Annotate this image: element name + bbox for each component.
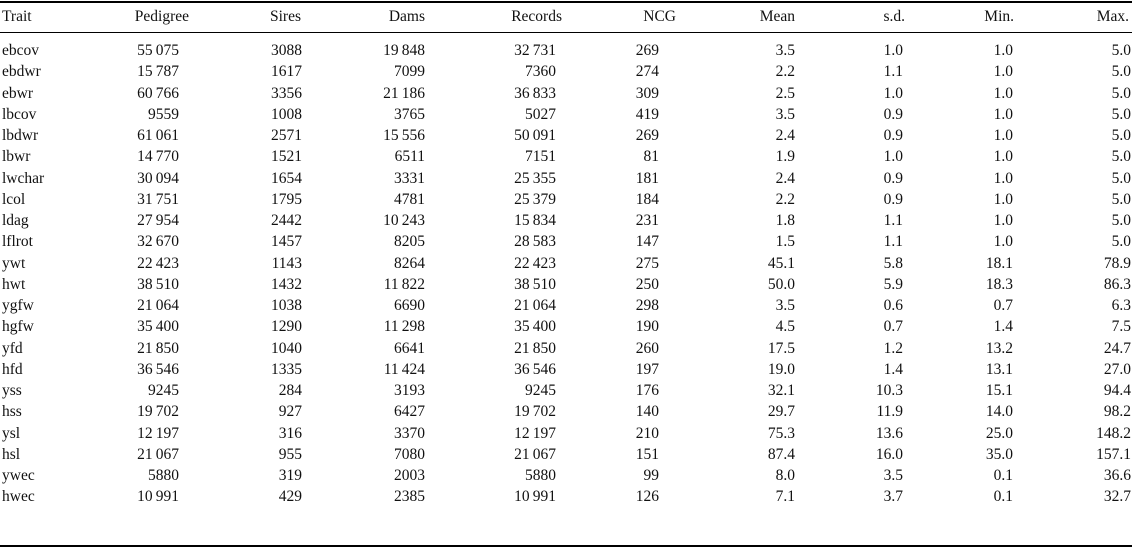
value-cell: 231 <box>635 212 659 230</box>
value-cell: 12 197 <box>137 424 179 442</box>
trait-cell: lwchar <box>2 169 45 187</box>
value-cell: 55 075 <box>137 42 179 59</box>
value-cell: 31 751 <box>137 190 179 208</box>
value-cell: 2442 <box>271 212 302 230</box>
value-cell: 1.0 <box>993 212 1013 230</box>
value-cell: 1143 <box>271 254 302 272</box>
value-cell: 7099 <box>394 63 425 81</box>
value-cell: 1.0 <box>993 42 1013 59</box>
column-header: s.d. <box>883 8 905 25</box>
table-row <box>0 486 1132 507</box>
value-cell: 7.1 <box>775 488 795 506</box>
value-cell: 0.9 <box>883 190 903 208</box>
value-cell: 19 702 <box>514 403 556 421</box>
value-cell: 184 <box>635 190 659 208</box>
value-cell: 6690 <box>394 297 425 315</box>
value-cell: 18.3 <box>985 275 1013 293</box>
value-cell: 140 <box>635 403 659 421</box>
value-cell: 5.0 <box>1111 105 1131 123</box>
column-header: Dams <box>388 8 425 25</box>
value-cell: 1335 <box>271 360 302 378</box>
value-cell: 3088 <box>271 42 302 59</box>
value-cell: 1.0 <box>993 84 1013 102</box>
trait-cell: hfd <box>2 360 23 378</box>
column-header: Max. <box>1096 8 1129 25</box>
value-cell: 17.5 <box>767 339 795 357</box>
value-cell: 11 298 <box>383 318 425 336</box>
value-cell: 5.0 <box>1111 63 1131 81</box>
value-cell: 11 822 <box>383 275 425 293</box>
value-cell: 9245 <box>525 382 556 400</box>
value-cell: 1.1 <box>883 233 903 251</box>
trait-cell: hsl <box>2 445 21 463</box>
value-cell: 11 424 <box>383 360 425 378</box>
value-cell: 157.1 <box>1096 445 1131 463</box>
value-cell: 269 <box>635 42 659 59</box>
value-cell: 274 <box>635 63 659 81</box>
value-cell: 1.0 <box>883 42 903 59</box>
value-cell: 98.2 <box>1103 403 1131 421</box>
value-cell: 5880 <box>148 467 179 485</box>
table-header <box>0 6 1132 27</box>
value-cell: 1.8 <box>775 212 795 230</box>
value-cell: 3.5 <box>775 297 795 315</box>
value-cell: 1432 <box>271 275 302 293</box>
value-cell: 21 186 <box>383 84 425 102</box>
trait-cell: hwec <box>2 488 35 506</box>
value-cell: 5.0 <box>1111 212 1131 230</box>
value-cell: 25.0 <box>985 424 1013 442</box>
table-row <box>0 40 1132 61</box>
value-cell: 75.3 <box>767 424 795 442</box>
table-row <box>0 104 1132 125</box>
value-cell: 45.1 <box>767 254 795 272</box>
value-cell: 21 067 <box>137 445 179 463</box>
value-cell: 1.0 <box>993 233 1013 251</box>
trait-cell: lbdwr <box>2 127 39 145</box>
table-row <box>0 146 1132 167</box>
value-cell: 1.0 <box>993 105 1013 123</box>
trait-cell: lbwr <box>2 148 31 166</box>
value-cell: 1654 <box>271 169 302 187</box>
value-cell: 126 <box>635 488 659 506</box>
value-cell: 8205 <box>394 233 425 251</box>
value-cell: 0.1 <box>993 488 1013 506</box>
value-cell: 14.0 <box>985 403 1013 421</box>
value-cell: 19 702 <box>137 403 179 421</box>
value-cell: 3370 <box>394 424 425 442</box>
value-cell: 3.5 <box>775 42 795 59</box>
value-cell: 176 <box>635 382 659 400</box>
value-cell: 210 <box>635 424 659 442</box>
value-cell: 5.8 <box>883 254 903 272</box>
value-cell: 10 991 <box>514 488 556 506</box>
value-cell: 5.0 <box>1111 190 1131 208</box>
value-cell: 3.5 <box>883 467 903 485</box>
trait-cell: yss <box>2 382 22 400</box>
value-cell: 1008 <box>271 105 302 123</box>
trait-cell: ywec <box>2 467 35 485</box>
value-cell: 13.6 <box>875 424 903 442</box>
trait-cell: hss <box>2 403 22 421</box>
table-row <box>0 231 1132 252</box>
value-cell: 21 850 <box>137 339 179 357</box>
trait-cell: lflrot <box>2 233 33 251</box>
value-cell: 27 954 <box>137 212 179 230</box>
value-cell: 21 064 <box>514 297 556 315</box>
trait-cell: ebcov <box>2 42 40 59</box>
value-cell: 50.0 <box>767 275 795 293</box>
value-cell: 38 510 <box>514 275 556 293</box>
value-cell: 1.9 <box>775 148 795 166</box>
value-cell: 36.6 <box>1103 467 1131 485</box>
value-cell: 9245 <box>148 382 179 400</box>
value-cell: 5.0 <box>1111 127 1131 145</box>
value-cell: 2385 <box>394 488 425 506</box>
value-cell: 1.5 <box>775 233 795 251</box>
value-cell: 1521 <box>271 148 302 166</box>
value-cell: 2003 <box>394 467 425 485</box>
value-cell: 12 197 <box>514 424 556 442</box>
value-cell: 309 <box>635 84 659 102</box>
value-cell: 25 355 <box>514 169 556 187</box>
value-cell: 32.7 <box>1103 488 1131 506</box>
value-cell: 1.4 <box>993 318 1013 336</box>
value-cell: 24.7 <box>1103 339 1131 357</box>
value-cell: 15 834 <box>514 212 556 230</box>
value-cell: 10 243 <box>383 212 425 230</box>
value-cell: 1.1 <box>883 212 903 230</box>
value-cell: 8.0 <box>775 467 795 485</box>
value-cell: 2.2 <box>775 63 795 81</box>
value-cell: 5.9 <box>883 275 903 293</box>
value-cell: 1038 <box>271 297 302 315</box>
bottom-rule <box>0 545 1132 547</box>
value-cell: 19.0 <box>767 360 795 378</box>
value-cell: 3193 <box>394 382 425 400</box>
table-row <box>0 465 1132 486</box>
value-cell: 35.0 <box>985 445 1013 463</box>
trait-cell: ebdwr <box>2 63 41 81</box>
value-cell: 13.1 <box>985 360 1013 378</box>
value-cell: 3356 <box>271 84 302 102</box>
value-cell: 4781 <box>394 190 425 208</box>
value-cell: 284 <box>278 382 302 400</box>
header-rule <box>0 32 1132 33</box>
column-header: Trait <box>2 8 32 25</box>
value-cell: 5.0 <box>1111 84 1131 102</box>
value-cell: 7360 <box>525 63 556 81</box>
value-cell: 22 423 <box>514 254 556 272</box>
value-cell: 19 848 <box>383 42 425 59</box>
value-cell: 269 <box>635 127 659 145</box>
value-cell: 429 <box>278 488 302 506</box>
value-cell: 1.0 <box>993 190 1013 208</box>
value-cell: 0.7 <box>883 318 903 336</box>
value-cell: 10.3 <box>875 382 903 400</box>
trait-cell: hwt <box>2 275 26 293</box>
value-cell: 0.1 <box>993 467 1013 485</box>
value-cell: 197 <box>635 360 659 378</box>
value-cell: 28 583 <box>514 233 556 251</box>
value-cell: 32.1 <box>767 382 795 400</box>
value-cell: 25 379 <box>514 190 556 208</box>
value-cell: 2.4 <box>775 169 795 187</box>
trait-cell: lcol <box>2 190 26 208</box>
table-row <box>0 444 1132 465</box>
value-cell: 955 <box>278 445 302 463</box>
table-row <box>0 274 1132 295</box>
value-cell: 0.9 <box>883 169 903 187</box>
value-cell: 16.0 <box>875 445 903 463</box>
value-cell: 10 991 <box>137 488 179 506</box>
value-cell: 6641 <box>394 339 425 357</box>
table-row <box>0 125 1132 146</box>
value-cell: 3765 <box>394 105 425 123</box>
column-header: Mean <box>759 8 795 25</box>
value-cell: 32 731 <box>514 42 556 59</box>
value-cell: 298 <box>635 297 659 315</box>
value-cell: 94.4 <box>1103 382 1131 400</box>
value-cell: 0.7 <box>993 297 1013 315</box>
value-cell: 60 766 <box>137 84 179 102</box>
value-cell: 38 510 <box>137 275 179 293</box>
value-cell: 18.1 <box>985 254 1013 272</box>
column-header: Pedigree <box>134 8 189 25</box>
value-cell: 3331 <box>394 169 425 187</box>
value-cell: 5027 <box>525 105 556 123</box>
table-row <box>0 380 1132 401</box>
value-cell: 87.4 <box>767 445 795 463</box>
value-cell: 86.3 <box>1103 275 1131 293</box>
value-cell: 1795 <box>271 190 302 208</box>
value-cell: 61 061 <box>137 127 179 145</box>
top-rule <box>0 1 1132 3</box>
value-cell: 36 833 <box>514 84 556 102</box>
value-cell: 2.5 <box>775 84 795 102</box>
value-cell: 27.0 <box>1103 360 1131 378</box>
value-cell: 1617 <box>271 63 302 81</box>
value-cell: 81 <box>643 148 659 166</box>
value-cell: 35 400 <box>137 318 179 336</box>
value-cell: 151 <box>635 445 659 463</box>
value-cell: 35 400 <box>514 318 556 336</box>
table-row <box>0 423 1132 444</box>
value-cell: 1.0 <box>883 148 903 166</box>
value-cell: 7151 <box>525 148 556 166</box>
trait-cell: hgfw <box>2 318 34 336</box>
value-cell: 1040 <box>271 339 302 357</box>
value-cell: 1457 <box>271 233 302 251</box>
table-row <box>0 401 1132 422</box>
value-cell: 1.0 <box>993 127 1013 145</box>
table-row <box>0 61 1132 82</box>
value-cell: 1.0 <box>883 84 903 102</box>
value-cell: 32 670 <box>137 233 179 251</box>
value-cell: 275 <box>635 254 659 272</box>
trait-cell: lbcov <box>2 105 37 123</box>
value-cell: 7080 <box>394 445 425 463</box>
value-cell: 50 091 <box>514 127 556 145</box>
value-cell: 250 <box>635 275 659 293</box>
table-row <box>0 83 1132 104</box>
table-row <box>0 189 1132 210</box>
trait-cell: ysl <box>2 424 21 442</box>
value-cell: 1.2 <box>883 339 903 357</box>
value-cell: 181 <box>635 169 659 187</box>
trait-cell: ywt <box>2 254 26 272</box>
trait-cell: ldag <box>2 212 29 230</box>
trait-cell: ebwr <box>2 84 33 102</box>
value-cell: 22 423 <box>137 254 179 272</box>
value-cell: 30 094 <box>137 169 179 187</box>
value-cell: 1.4 <box>883 360 903 378</box>
value-cell: 190 <box>635 318 659 336</box>
value-cell: 13.2 <box>985 339 1013 357</box>
value-cell: 4.5 <box>775 318 795 336</box>
value-cell: 99 <box>643 467 659 485</box>
value-cell: 1.0 <box>993 148 1013 166</box>
value-cell: 5.0 <box>1111 42 1131 59</box>
column-header: Records <box>511 8 562 25</box>
table-row <box>0 359 1132 380</box>
value-cell: 316 <box>278 424 302 442</box>
value-cell: 419 <box>635 105 659 123</box>
column-header: Min. <box>984 8 1014 25</box>
value-cell: 1.0 <box>993 169 1013 187</box>
value-cell: 9559 <box>148 105 179 123</box>
value-cell: 5.0 <box>1111 148 1131 166</box>
trait-cell: yfd <box>2 339 23 357</box>
value-cell: 6.3 <box>1111 297 1131 315</box>
value-cell: 2.2 <box>775 190 795 208</box>
value-cell: 14 770 <box>137 148 179 166</box>
value-cell: 21 064 <box>137 297 179 315</box>
trait-cell: ygfw <box>2 297 34 315</box>
value-cell: 36 546 <box>137 360 179 378</box>
table-row <box>0 316 1132 337</box>
table-row <box>0 210 1132 231</box>
value-cell: 36 546 <box>514 360 556 378</box>
value-cell: 78.9 <box>1103 254 1131 272</box>
table-row <box>0 295 1132 316</box>
value-cell: 2.4 <box>775 127 795 145</box>
value-cell: 21 067 <box>514 445 556 463</box>
value-cell: 148.2 <box>1096 424 1131 442</box>
value-cell: 0.6 <box>883 297 903 315</box>
value-cell: 15.1 <box>985 382 1013 400</box>
value-cell: 6511 <box>394 148 425 166</box>
value-cell: 11.9 <box>876 403 903 421</box>
value-cell: 0.9 <box>883 127 903 145</box>
value-cell: 147 <box>635 233 659 251</box>
value-cell: 29.7 <box>767 403 795 421</box>
value-cell: 15 787 <box>137 63 179 81</box>
value-cell: 1290 <box>271 318 302 336</box>
value-cell: 15 556 <box>383 127 425 145</box>
table-row <box>0 338 1132 359</box>
value-cell: 260 <box>635 339 659 357</box>
value-cell: 0.9 <box>883 105 903 123</box>
column-header: NCG <box>643 8 676 25</box>
value-cell: 6427 <box>394 403 425 421</box>
value-cell: 3.5 <box>775 105 795 123</box>
value-cell: 927 <box>278 403 302 421</box>
value-cell: 1.0 <box>993 63 1013 81</box>
value-cell: 3.7 <box>883 488 903 506</box>
value-cell: 21 850 <box>514 339 556 357</box>
value-cell: 8264 <box>394 254 425 272</box>
column-header: Sires <box>270 8 301 25</box>
value-cell: 5.0 <box>1111 169 1131 187</box>
value-cell: 5880 <box>525 467 556 485</box>
table-row <box>0 168 1132 189</box>
value-cell: 7.5 <box>1111 318 1131 336</box>
value-cell: 2571 <box>271 127 302 145</box>
value-cell: 319 <box>278 467 302 485</box>
value-cell: 5.0 <box>1111 233 1131 251</box>
value-cell: 1.1 <box>883 63 903 81</box>
table-row <box>0 253 1132 274</box>
